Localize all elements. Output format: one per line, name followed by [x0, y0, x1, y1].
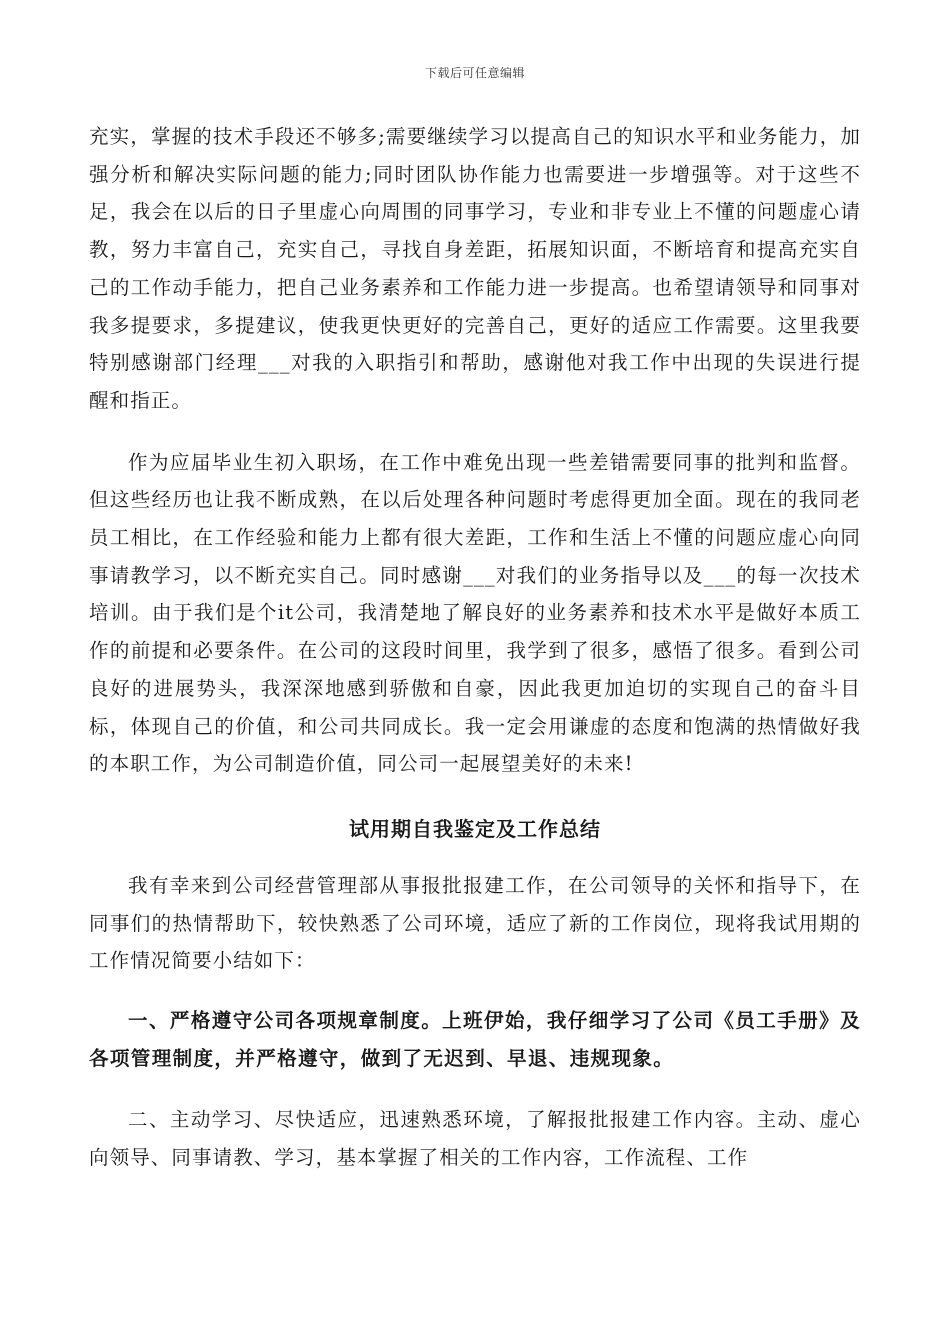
section-title: 试用期自我鉴定及工作总结 [349, 816, 601, 841]
document-body [89, 118, 861, 1177]
paragraph-point-two: 二、主动学习、尽快适应，迅速熟悉环境，了解报批报建工作内容。主动、虚心向领导、同事请教、学习，基本掌握了相关的工作内容，工作流程、工作 [89, 1108, 861, 1170]
page-header: 下载后可任意编辑 [424, 66, 525, 80]
paragraph-point-one: 一、严格遵守公司各项规章制度。上班伊始，我仔细学习了公司《员工手册》及各项管理制度，并严格遵守，做到了无迟到、早退、违规现象。 [89, 1009, 861, 1070]
paragraph-intro: 我有幸来到公司经营管理部从事报批报建工作，在公司领导的关怀和指导下，在同事们的热情帮助下，较快熟悉了公司环境，适应了新的工作岗位，现将我试用期的工作情况简要小结如下： [89, 873, 861, 973]
paragraph-graduate-reflection: 作为应届毕业生初入职场，在工作中难免出现一些差错需要同事的批判和监督。但这些经历也让我不断成熟，在以后处理各种问题时考虑得更加全面。现在的我同老员工相比，在工作经验和能力上都有很大差距，工作和生活上不懂的问题应虚心向同事请教学习，以不断充实自己。同时感谢___对我们的业务指导以及___的每一次技术培训。由于我们是个it公司，我清楚地了解良好的业务素养和技术水平是做好本质工作的前提和必要条件。在公司的这段时间里，我学到了很多，感悟了很多。看到公司良好的进展势头，我深深地感到骄傲和自豪，因此我更加迫切的实现自己的奋斗目标，体现自己的价值，和公司共同成长。我一定会用谦虚的态度和饱满的热情做好我的本职工作，为公司制造价值，同公司一起展望美好的未来! [89, 450, 861, 776]
paragraph-continuation: 充实，掌握的技术手段还不够多;需要继续学习以提高自己的知识水平和业务能力，加强分析和解决实际问题的能力;同时团队协作能力也需要进一步增强等。对于这些不足，我会在以后的日子里虚心向周围的同事学习，专业和非专业上不懂的问题虚心请教，努力丰富自己，充实自己，寻找自身差距，拓展知识面，不断培育和提高充实自己的工作动手能力，把自己业务素养和工作能力进一步提高。也希望请领导和同事对我多提要求，多提建议，使我更快更好的完善自己，更好的适应工作需要。这里我要特别感谢部门经理___对我的入职指引和帮助，感谢他对我工作中出现的失误进行提醒和指正。 [89, 125, 861, 412]
